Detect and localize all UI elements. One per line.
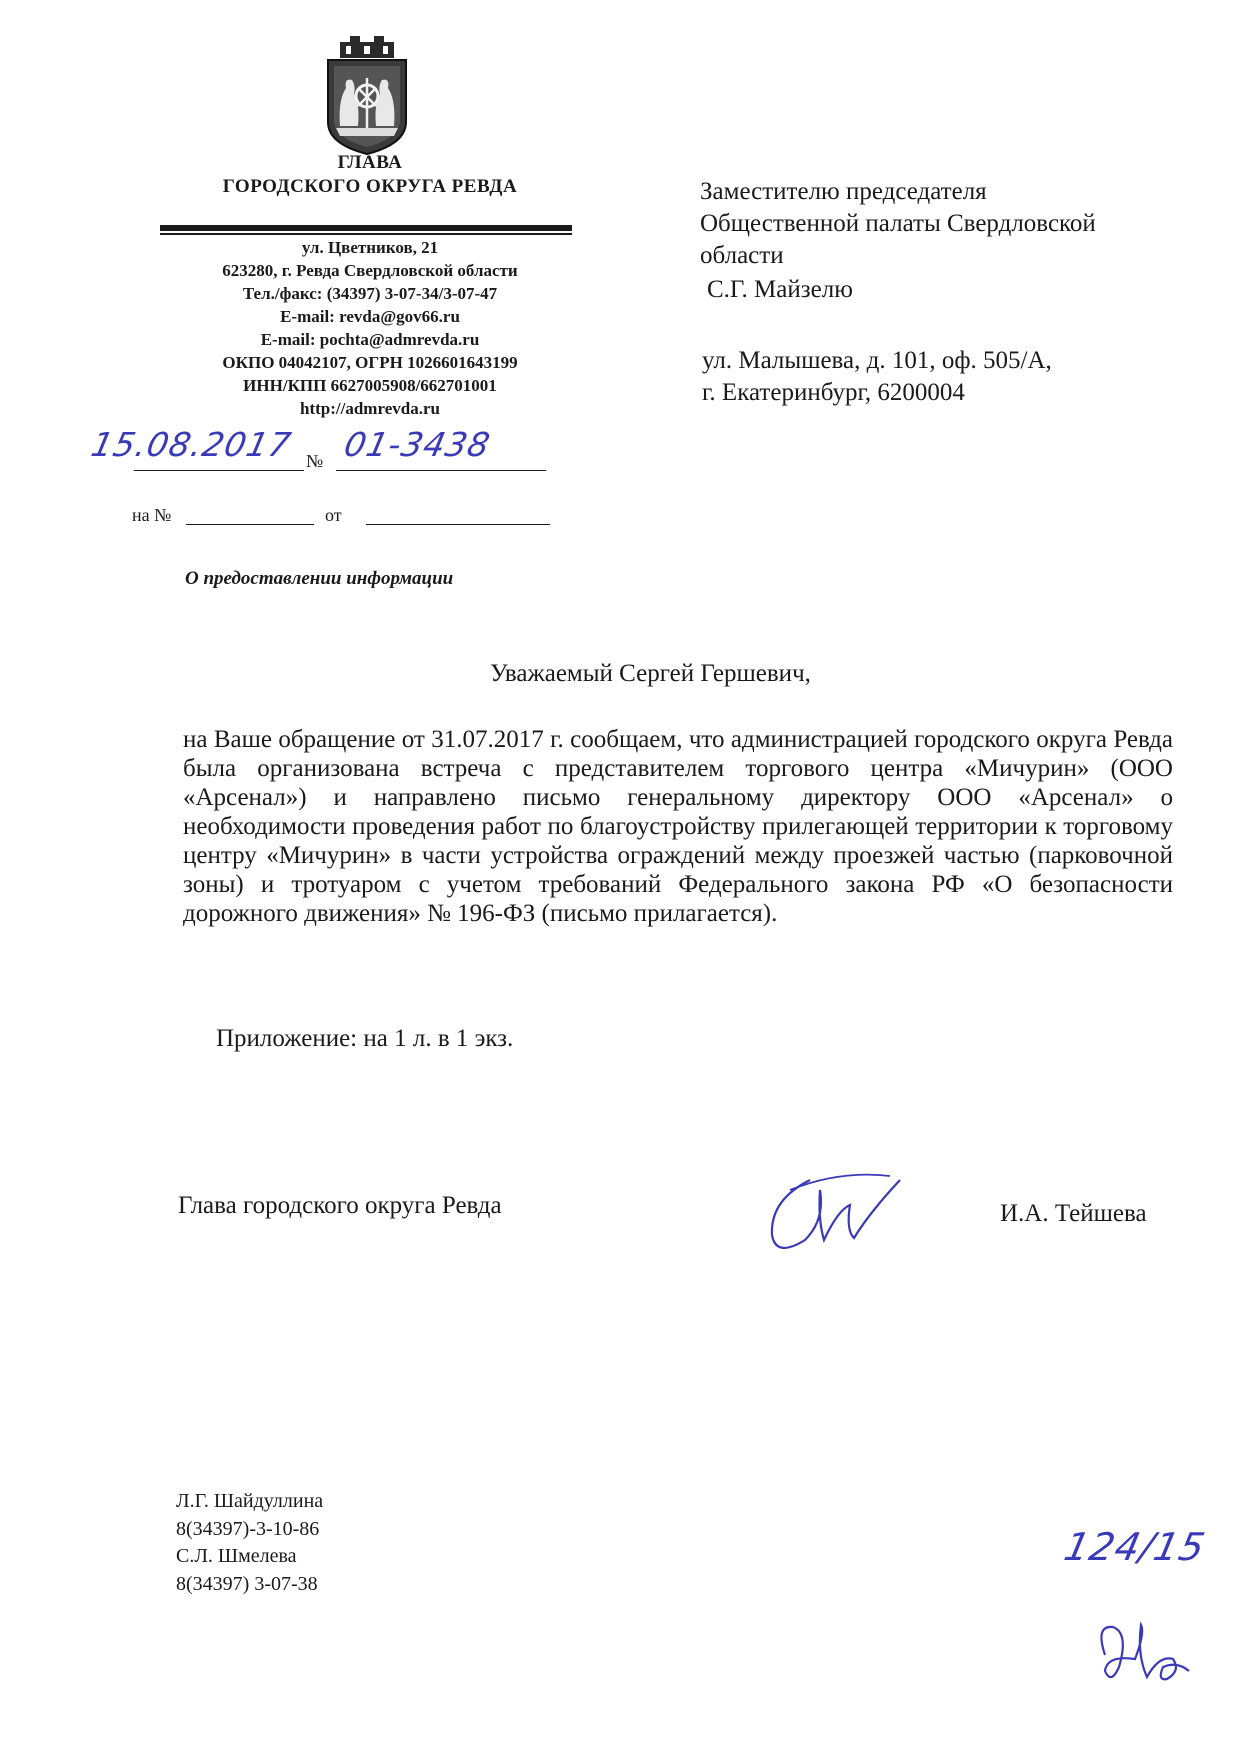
header-inn: ИНН/КПП 6627005908/662701001 bbox=[243, 376, 497, 395]
addressee-line-2: Общественной палаты Свердловской bbox=[700, 210, 1096, 237]
city-coat-of-arms-icon bbox=[322, 30, 412, 156]
header-address-street: ул. Цветников, 21 bbox=[301, 238, 439, 257]
handwritten-number: 01-3438 bbox=[340, 425, 495, 464]
header-okpo: ОКПО 04042107, ОГРН 1026601643199 bbox=[222, 353, 518, 372]
reply-number-underline bbox=[186, 524, 314, 525]
executors-block bbox=[176, 1488, 323, 1598]
number-underline bbox=[336, 470, 546, 471]
from-label: от bbox=[325, 505, 342, 525]
header-website: http://admrevda.ru bbox=[300, 399, 440, 418]
executor-name-2: С.Л. Шмелева bbox=[176, 1545, 297, 1567]
header-divider-thick bbox=[160, 225, 572, 231]
letter-subject: О предоставлении информации bbox=[185, 568, 454, 589]
letter-body: на Ваше обращение от 31.07.2017 г. сообщаем, что администрацией городского округа Ревда была организована встреча с представителем торгового центра «Мичурин» (ООО «Арсенал») и направлено письмо генеральному директору ООО «Арсенал» о необходимости проведения работ по благоустройству прилегающей территории к торговому центру «Мичурин» в части устройства ограждений между проезжей частью (парковочной зоны) и тротуаром с учетом требований Федерального закона РФ «О безопасности дорожного движения» № 196-ФЗ (письмо прилагается). bbox=[183, 726, 1173, 927]
handwritten-signature-icon bbox=[750, 1160, 910, 1260]
header-title-line1: ГЛАВА bbox=[337, 152, 403, 173]
reply-to-label: на № bbox=[132, 505, 172, 525]
addressee-line-1: Заместителю председателя bbox=[700, 178, 987, 205]
executor-phone-2: 8(34397) 3-07-38 bbox=[176, 1572, 318, 1595]
addressee-line-3: области bbox=[700, 242, 784, 269]
executor-name-1: Л.Г. Шайдуллина bbox=[176, 1490, 324, 1512]
executor-phone-1: 8(34397)-3-10-86 bbox=[176, 1517, 320, 1540]
handwritten-date: 15.08.2017 bbox=[87, 425, 296, 464]
header-divider-thin bbox=[160, 233, 572, 235]
addressee-name: С.Г. Майзелю bbox=[707, 276, 853, 303]
signer-name: И.А. Тейшева bbox=[1000, 1200, 1147, 1227]
header-title-line2: ГОРОДСКОГО ОКРУГА РЕВДА bbox=[222, 176, 518, 197]
from-date-underline bbox=[366, 524, 550, 525]
header-address-city: 623280, г. Ревда Свердловской области bbox=[222, 261, 518, 280]
attachment-note: Приложение: на 1 л. в 1 экз. bbox=[216, 1025, 514, 1052]
addressee-street: ул. Малышева, д. 101, оф. 505/А, bbox=[702, 347, 1052, 374]
signer-role: Глава городского округа Ревда bbox=[178, 1192, 502, 1219]
greeting: Уважаемый Сергей Гершевич, bbox=[490, 660, 811, 687]
addressee-city: г. Екатеринбург, 6200004 bbox=[702, 379, 965, 406]
date-underline bbox=[134, 470, 304, 471]
incoming-number-mark: 124/15 bbox=[1060, 1525, 1210, 1569]
header-phone: Тел./факс: (34397) 3-07-34/3-07-47 bbox=[242, 284, 498, 303]
header-email-2: E-mail: pochta@admrevda.ru bbox=[260, 330, 480, 349]
number-sign: № bbox=[306, 451, 324, 471]
header-email-1: E-mail: revda@gov66.ru bbox=[280, 307, 460, 326]
handwritten-initials-icon bbox=[1085, 1615, 1195, 1695]
